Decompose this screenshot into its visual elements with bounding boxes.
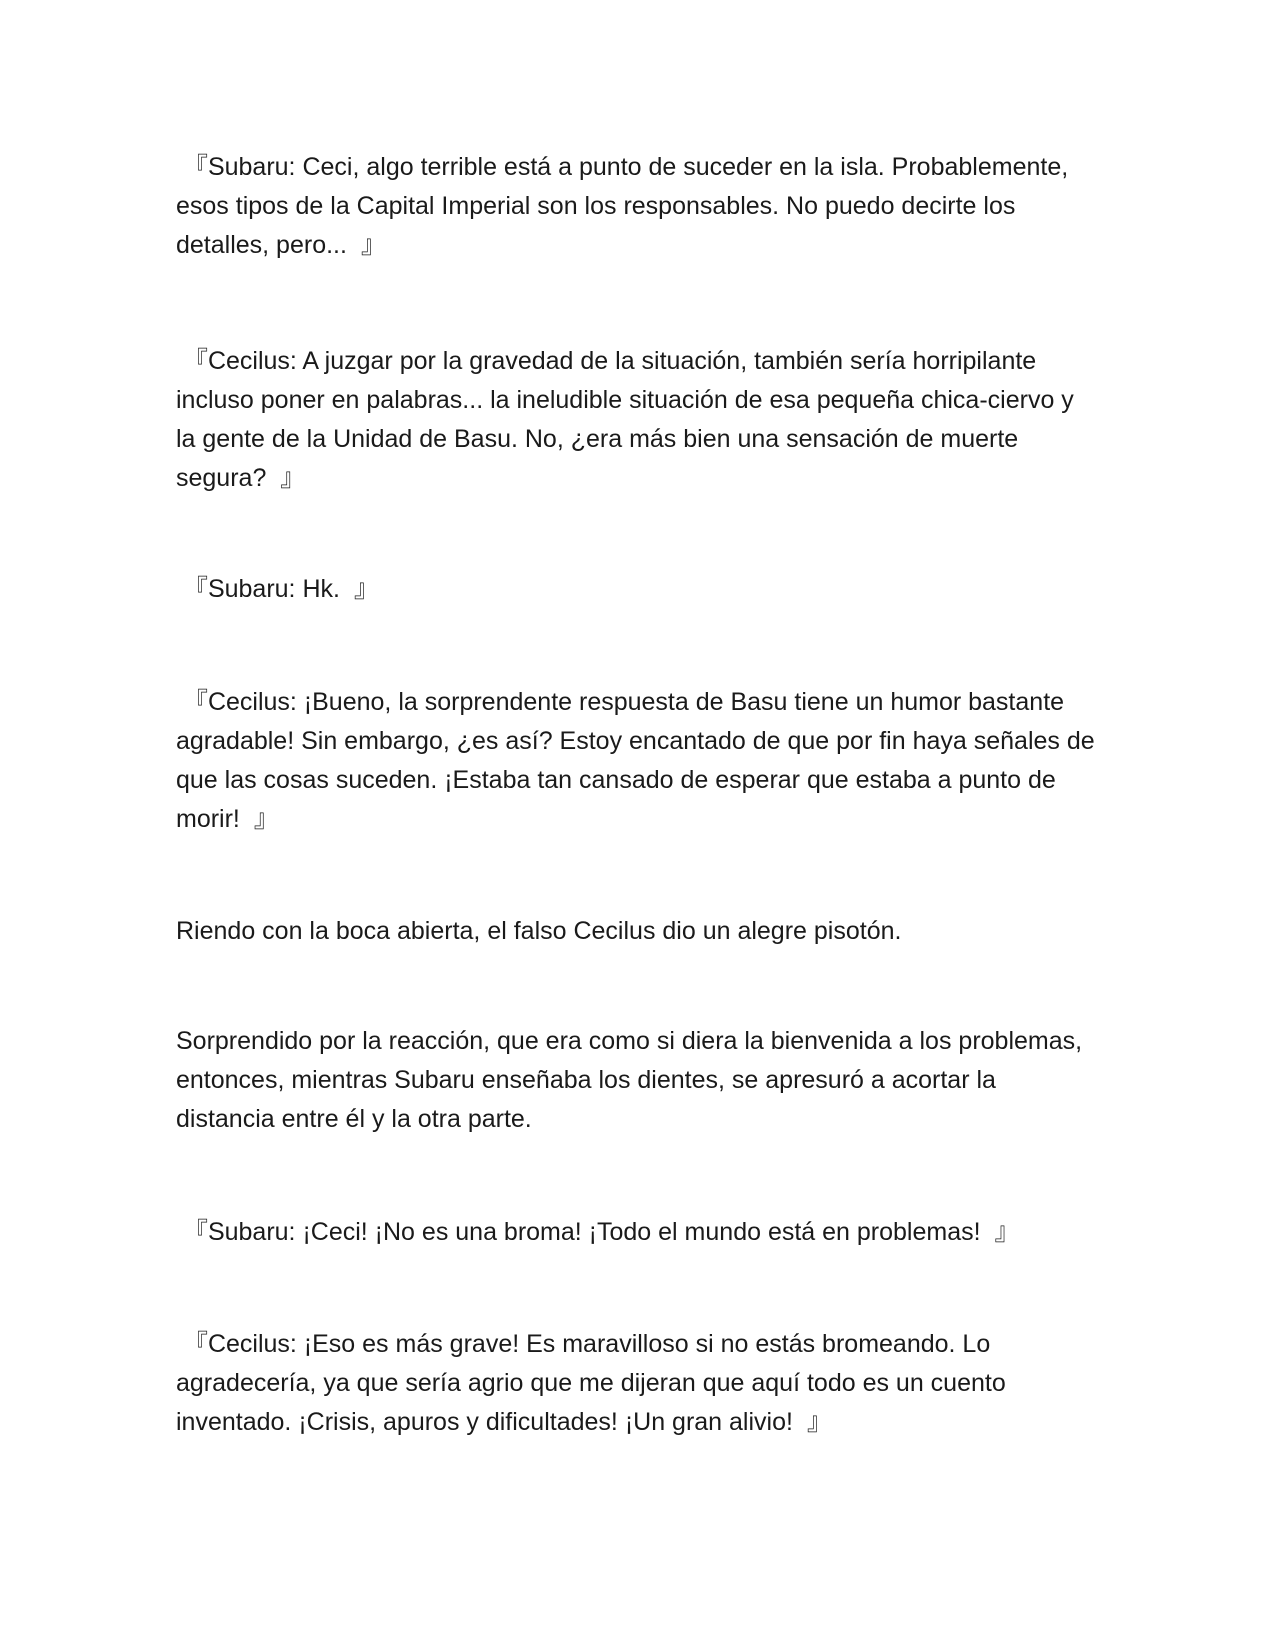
dialogue-paragraph-subaru-1: 『Subaru: Ceci, algo terrible está a punto de suceder en la isla. Probablemente, esos tipos de la Capital Imperial son los responsables. No puedo decirte los detalles, pero... 』 <box>176 153 1069 259</box>
dialogue-paragraph-subaru-2: 『Subaru: Hk. 』 <box>176 575 379 603</box>
dialogue-paragraph-cecilus-3: 『Cecilus: ¡Eso es más grave! Es maravilloso si no estás bromeando. Lo agradecería, ya que sería agrio que me dijeran que aquí todo es un cuento inventado. ¡Crisis, apuros y dificultades! ¡Un gran alivio! 』 <box>176 1330 1006 1436</box>
narration-paragraph-2: Sorprendido por la reacción, que era como si diera la bienvenida a los problemas, entonces, mientras Subaru enseñaba los dientes, se apresuró a acortar la distancia entre él y la otra parte. <box>176 1027 1083 1133</box>
narration-paragraph-1: Riendo con la boca abierta, el falso Cecilus dio un alegre pisotón. <box>176 917 902 945</box>
dialogue-paragraph-cecilus-1: 『Cecilus: A juzgar por la gravedad de la situación, también sería horripilante incluso poner en palabras... la ineludible situación de esa pequeña chica-ciervo y la gente de la Unidad de Basu. No, ¿era más bien una sensación de muerte segura? 』 <box>176 347 1074 492</box>
dialogue-paragraph-cecilus-2: 『Cecilus: ¡Bueno, la sorprendente respuesta de Basu tiene un humor bastante agradable! Sin embargo, ¿es así? Estoy encantado de que por fin haya señales de que las cosas suceden. ¡Estaba tan cansado de esperar que estaba a punto de morir! 』 <box>176 688 1095 833</box>
dialogue-paragraph-subaru-3: 『Subaru: ¡Ceci! ¡No es una broma! ¡Todo el mundo está en problemas! 』 <box>176 1218 1020 1246</box>
